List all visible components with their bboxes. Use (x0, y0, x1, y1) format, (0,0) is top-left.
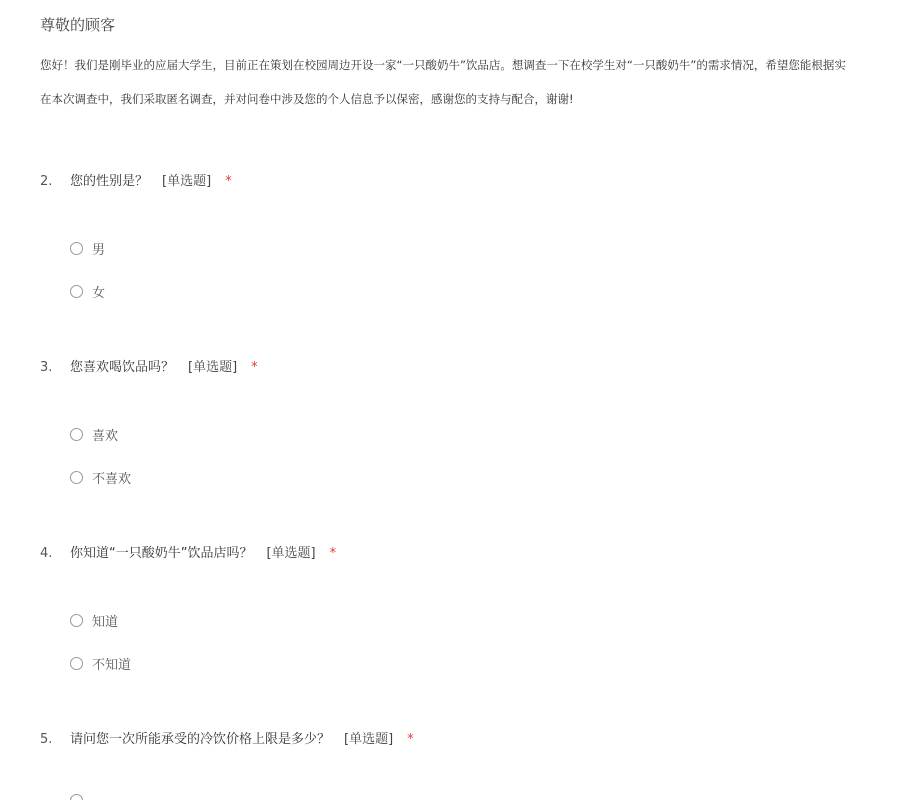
question-text: 请问您一次所能承受的冷饮价格上限是多少？ (70, 732, 331, 747)
question-type: [单选题] (188, 360, 238, 375)
option-label: 知道 (92, 614, 119, 630)
option-know[interactable] (70, 610, 118, 630)
radio-icon[interactable] (70, 614, 83, 627)
question-text: 您的性别是？ (70, 174, 149, 189)
radio-icon[interactable] (70, 285, 83, 298)
option-label: 喜欢 (92, 428, 119, 444)
option-label: 不知道 (92, 657, 132, 673)
question-number: 5. (40, 732, 53, 747)
greeting-title: 尊敬的顾客 (40, 16, 116, 34)
option-partial[interactable] (70, 790, 92, 800)
required-marker: * (329, 546, 337, 561)
required-marker: * (407, 732, 414, 747)
required-marker: * (251, 360, 258, 375)
question-2 (40, 170, 232, 189)
option-dislike[interactable] (70, 467, 131, 487)
radio-icon[interactable] (70, 242, 83, 255)
required-marker: * (225, 174, 232, 189)
radio-icon[interactable] (70, 428, 83, 441)
option-label: 不喜欢 (92, 471, 132, 487)
radio-icon[interactable] (70, 794, 83, 800)
option-label: 女 (92, 285, 106, 301)
question-text: 你知道“一只酸奶牛”饮品店吗？ (70, 546, 253, 561)
option-female[interactable] (70, 281, 105, 301)
option-dont-know[interactable] (70, 653, 131, 673)
intro-paragraph-2: 在本次调查中，我们采取匿名调查，并对问卷中涉及您的个人信息予以保密，感谢您的支持与配合，谢谢! (40, 92, 574, 106)
question-3 (40, 356, 258, 375)
question-text: 您喜欢喝饮品吗？ (70, 360, 175, 375)
intro-paragraph-1: 您好！我们是刚毕业的应届大学生，目前正在策划在校园周边开设一家“一只酸奶牛”饮品店。想调查一下在校学生对“一只酸奶牛”的需求情况，希望您能根据实 (40, 58, 846, 72)
option-like[interactable] (70, 424, 118, 444)
question-type: [单选题] (266, 546, 316, 561)
option-label: 男 (92, 242, 106, 258)
option-male[interactable] (70, 238, 105, 258)
question-number: 4. (40, 546, 53, 561)
question-4 (40, 542, 336, 561)
question-type: [单选题] (162, 174, 212, 189)
radio-icon[interactable] (70, 471, 83, 484)
question-number: 2. (40, 174, 53, 189)
question-number: 3. (40, 360, 53, 375)
question-5 (40, 728, 414, 747)
radio-icon[interactable] (70, 657, 83, 670)
question-type: [单选题] (344, 732, 394, 747)
